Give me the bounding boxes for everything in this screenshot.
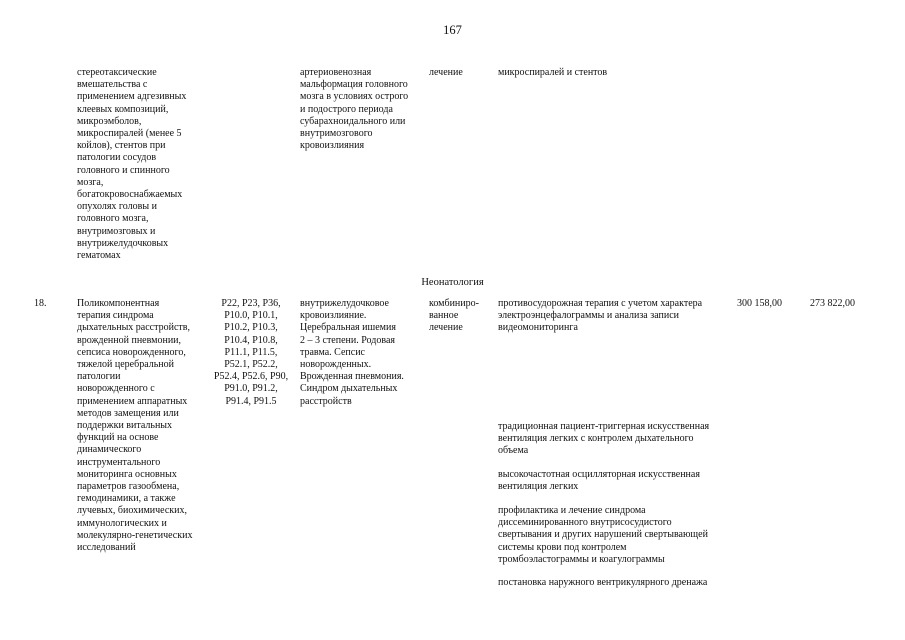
treatment-item: противосудорожная терапия с учетом характера электроэнцефалограммы и анализа записи видеомониторинга — [498, 298, 703, 334]
row-method: Поликомпонентная терапия синдрома дыхательных расстройств, врожденной пневмонии, сепсиса новорожденного, тяжелой церебральной патологии новорожденного с применением аппаратных методов замещения или поддержки витальных функций на основе динамического инструментального мониторинга основных параметров газообмена, гемодинамики, а также лучевых, биохимических, иммунологических и молекулярно-генетических исследований — [77, 298, 193, 554]
continuation-treatment: микроспиралей и стентов — [498, 67, 608, 78]
continuation-treatment-type: лечение — [429, 67, 463, 78]
price-1: 300 158,00 — [737, 298, 782, 309]
treatment-item: традиционная пациент-триггерная искусственная вентиляция легких с контролем дыхательного объема — [498, 421, 710, 457]
treatment-item: постановка наружного вентрикулярного дренажа — [498, 577, 708, 588]
price-2: 273 822,00 — [810, 298, 855, 309]
row-treatment-type: комбиниро- ванное лечение — [429, 298, 479, 334]
row-diagnosis: внутрижелудочковое кровоизлияние. Церебральная ишемия 2 – 3 степени. Родовая травма. Сепсис новорожденных. Врожденная пневмония. Синдром дыхательных расстройств — [300, 298, 404, 407]
treatment-item: профилактика и лечение синдрома диссеминированного внутрисосудистого свертывания и других нарушений свертывающей системы крови под контролем тромбоэластограммы и коагулограммы — [498, 505, 708, 565]
continuation-diagnosis: артериовенозная мальформация головного мозга в условиях острого и подострого периода субарахноидального или внутримозгового кровоизлияния — [300, 67, 409, 152]
row-codes: Р22, Р23, Р36, Р10.0, Р10.1, Р10.2, Р10.3, Р10.4, Р10.8, Р11.1, Р11.5, Р52.1, Р52.2, Р52.4, Р52.6, Р90, Р91.0, Р91.2, Р91.4, Р91.5 — [213, 298, 289, 407]
row-number: 18. — [34, 298, 47, 309]
section-title: Неонатология — [421, 277, 484, 288]
page-number: 167 — [443, 23, 462, 37]
continuation-method: стереотаксические вмешательства с применением адгезивных клеевых композиций, микроэмболов, микроспиралей (менее 5 койлов), стентов при патологии сосудов головного и спинного мозга, богатокровоснабжаемых опухолях головы и головного мозга, внутримозговых и внутрижелудочковых гематомах — [77, 67, 187, 262]
treatment-item: высокочастотная осцилляторная искусственная вентиляция легких — [498, 469, 700, 493]
